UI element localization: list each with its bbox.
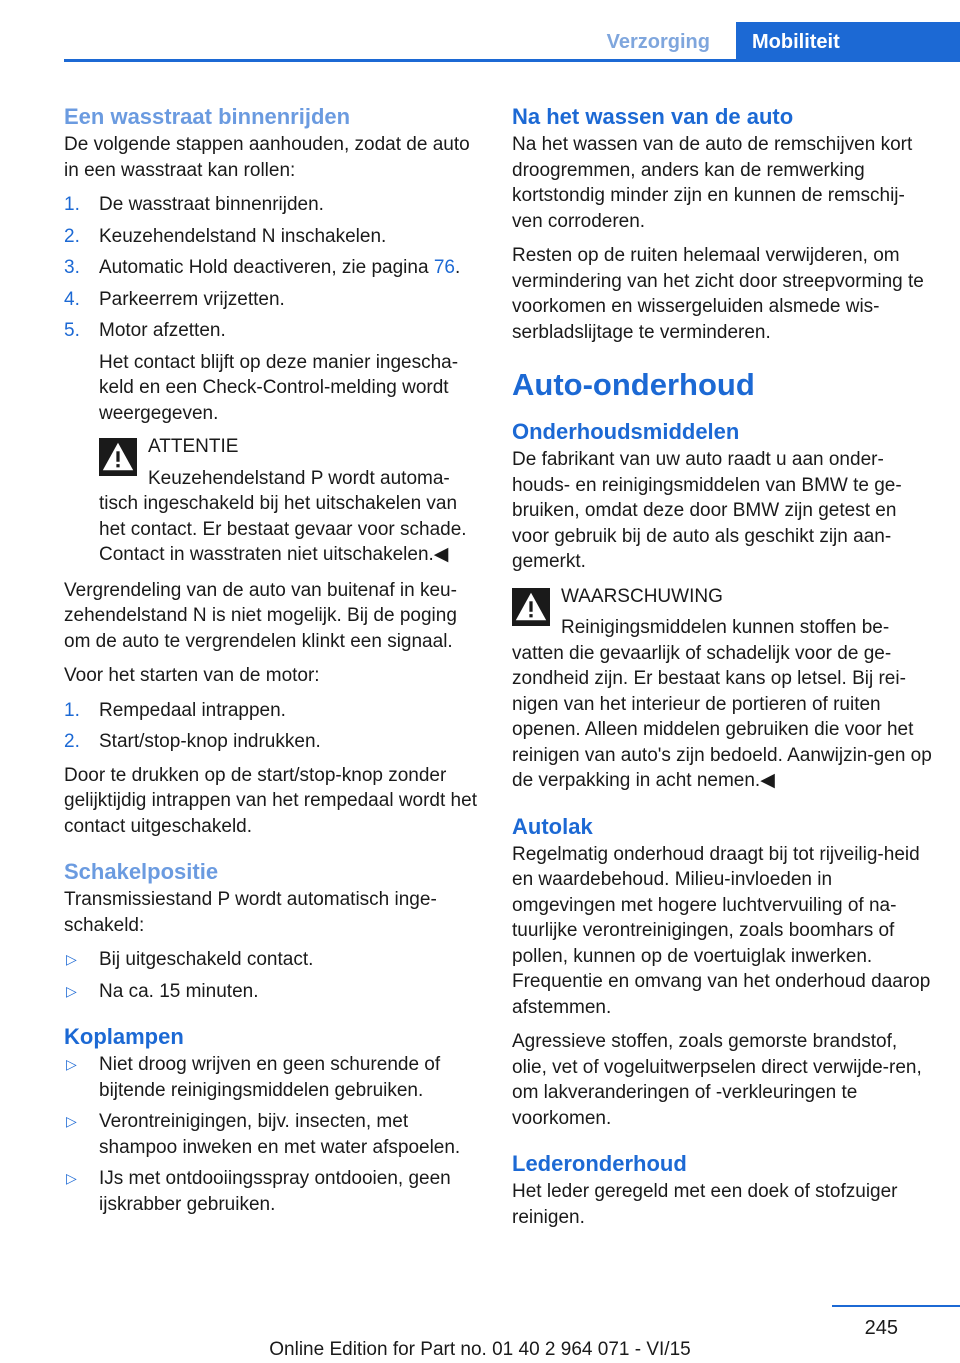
tab-mobiliteit[interactable]: Mobiliteit [736,22,960,62]
attention-title: ATTENTIE [148,436,239,457]
care-products-paragraph: De fabrikant van uw auto raadt u aan onder‐houds- en reinigingsmiddelen van BMW te ge‐bruiken, omdat deze door BMW zijn getest en voor gebruik bij de auto als geschikt zijn aan‐gemerkt. [512,449,902,572]
triangle-bullet-icon: ▷ [66,982,77,999]
leather-heading: Lederonderhoud [512,1151,687,1176]
after-wash-paragraph-1: Na het wassen van de auto de remschijven kort droogremmen, anders kan de remwerking kortstondig minder zijn en kunnen de remschij‐ven corroderen. [512,134,913,232]
leather-paragraph: Het leder geregeld met een doek of stofzuiger reinigen. [512,1181,898,1228]
step-number: 1. [64,699,80,721]
warning-text: vatten die gevaarlijk of schadelijk voor de ge‐zondheid zijn. Er bestaat kans op letsel. Bij rei‐nigen van het interieur de portieren of ruiten openen. Alleen middelen gebruiken die voor het reinigen van auto's zijn bedoeld. Aanwijzin‐gen op de verpakking in acht nemen.◀ [512,642,932,791]
page-link-76[interactable]: 76 [433,257,455,278]
list-item [64,979,480,1005]
start-steps [64,698,480,755]
triangle-bullet-icon: ▷ [66,1170,77,1186]
step-number: 2. [64,225,80,247]
step-text: Motor afzetten. [99,320,226,341]
paint-paragraph-1: Regelmatig onderhoud draagt bij tot rijveilig‐heid en waardebehoud. Milieu-invloeden in omgevingen met hogere luchtvervuiling of na‐tuurlijke verontreinigingen, zoals boomhars of pollen, kunnen op de voertuiglak inwerken. Frequentie en omvang van het onderhoud daarop afstemmen. [512,843,931,1018]
step-text: Rempedaal intrappen. [99,699,286,721]
list-item [64,287,480,313]
list-item [64,1166,480,1217]
step-text: Automatic Hold deactiveren, zie pagina [99,257,434,278]
step-number: 2. [64,731,80,752]
step-text: De wasstraat binnenrijden. [99,194,324,215]
headlamps-heading: Koplampen [64,1024,184,1049]
warning-first-line: Reinigingsmiddelen kunnen stoffen be‐ [561,617,890,638]
care-products-heading: Onderhoudsmiddelen [512,419,740,444]
attention-first-line: Keuzehendelstand P wordt automa‐ [148,467,450,489]
item-text: Verontreinigingen, bijv. insecten, met shampoo inweken en met water afspoelen. [99,1111,461,1158]
footer-rule [832,1305,960,1307]
step-text-end: . [454,257,461,278]
tab-verzorging[interactable]: Verzorging [606,31,710,53]
warning-title: WAARSCHUWING [561,585,723,607]
after-wash-paragraph-2: Resten op de ruiten helemaal verwijderen, om vermindering van het zicht door streepvorming te voorkomen en wissergeluiden alsmede wis‐serbladslijtage te verminderen. [512,245,924,343]
list-item [64,1052,480,1103]
attention-text: tisch ingeschakeld bij het uitschakelen van het contact. Er bestaat gevaar voor schade. Contact in wasstraten niet uitschakelen.◀ [99,493,467,565]
list-item [64,1109,480,1160]
triangle-bullet-icon: ▷ [66,1113,77,1129]
triangle-bullet-icon: ▷ [66,1056,77,1072]
step-number: 5. [64,320,80,341]
item-text: IJs met ontdooiingsspray ontdooien, geen ijskrabber gebruiken. [99,1168,451,1215]
button-paragraph: Door te drukken op de start/stop-knop zonder gelijktijdig intrappen van het rempedaal wordt het contact uitgeschakeld. [64,764,477,837]
list-item [64,224,480,250]
header-rule [64,59,960,62]
item-text: Bij uitgeschakeld contact. [99,949,314,970]
warning-triangle-icon [512,588,550,626]
list-item [64,698,480,724]
page-header [64,22,960,62]
attention-box [99,434,480,568]
list-item [64,255,480,281]
step-text: Parkeerrem vrijzetten. [99,288,285,310]
list-item [64,192,480,218]
car-wash-heading: Een wasstraat binnenrijden [64,104,351,129]
step-number: 3. [64,257,80,278]
list-item [64,729,480,755]
paint-heading: Autolak [512,813,593,839]
item-text: Niet droog wrijven en geen schurende of bijtende reinigingsmiddelen gebruiken. [99,1054,441,1101]
warning-triangle-icon [99,438,137,476]
step-text: Start/stop-knop indrukken. [99,731,321,752]
edition-footer: Online Edition for Part no. 01 40 2 964 071 - VI/15 [269,1339,691,1360]
paint-paragraph-2: Agressieve stoffen, zoals gemorste brandstof, olie, vet of vogeluitwerpselen direct verwijde‐ren, om lakveranderingen of -verkleuringen te voorkomen. [512,1031,922,1129]
left-column [64,102,480,1225]
triangle-bullet-icon: ▷ [66,951,77,967]
page-number: 245 [864,1317,898,1339]
gear-intro: Transmissiestand P wordt automatisch inge‐schakeld: [64,889,437,936]
step-text: Keuzehendelstand N inschakelen. [99,225,387,247]
gear-list [64,947,480,1004]
step-number: 1. [64,194,80,215]
start-paragraph: Voor het starten van de motor: [64,665,320,686]
headlamps-list [64,1052,480,1217]
step-subtext: Het contact blijft op deze manier ingescha‐keld en een Check-Control-melding wordt weergegeven. [99,351,459,424]
lock-paragraph: Vergrendeling van de auto van buitenaf in keu‐zehendelstand N is niet mogelijk. Bij de poging om de auto te vergrendelen klinkt een signaal. [64,579,457,652]
car-care-heading: Auto-onderhoud [512,367,755,402]
item-text: Na ca. 15 minuten. [99,980,259,1002]
car-wash-steps [64,192,480,426]
step-number: 4. [64,288,80,310]
warning-box [512,584,932,794]
after-wash-heading: Na het wassen van de auto [512,104,794,129]
list-item [64,318,480,426]
car-wash-intro: De volgende stappen aanhouden, zodat de auto in een wasstraat kan rollen: [64,134,470,181]
gear-position-heading: Schakelpositie [64,859,219,884]
right-column [512,102,932,1239]
list-item [64,947,480,973]
